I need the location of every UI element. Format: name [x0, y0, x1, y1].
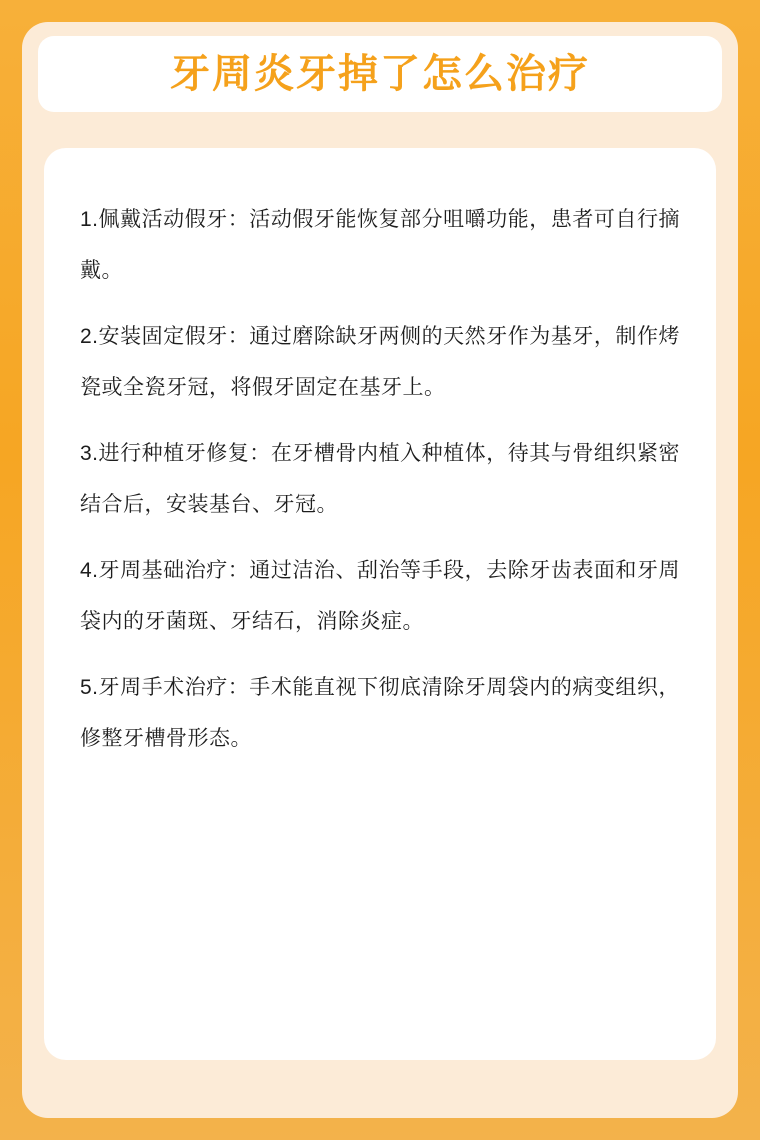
list-item: 1.佩戴活动假牙：活动假牙能恢复部分咀嚼功能，患者可自行摘戴。 [80, 208, 680, 283]
content-card [44, 148, 716, 1060]
list-item: 4.牙周基础治疗：通过洁治、刮治等手段，去除牙齿表面和牙周袋内的牙菌斑、牙结石，消除炎症。 [80, 558, 680, 634]
list-item: 5.牙周手术治疗：手术能直视下彻底清除牙周袋内的病变组织，修整牙槽骨形态。 [80, 675, 680, 750]
list-item: 3.进行种植牙修复：在牙槽骨内植入种植体，待其与骨组织紧密结合后，安装基台、牙冠。 [80, 441, 680, 517]
page-title: 牙周炎牙掉了怎么治疗 [170, 52, 590, 96]
title-bar [38, 36, 722, 112]
list-item: 2.安装固定假牙：通过磨除缺牙两侧的天然牙作为基牙，制作烤瓷或全瓷牙冠，将假牙固定在基牙上。 [80, 324, 680, 400]
